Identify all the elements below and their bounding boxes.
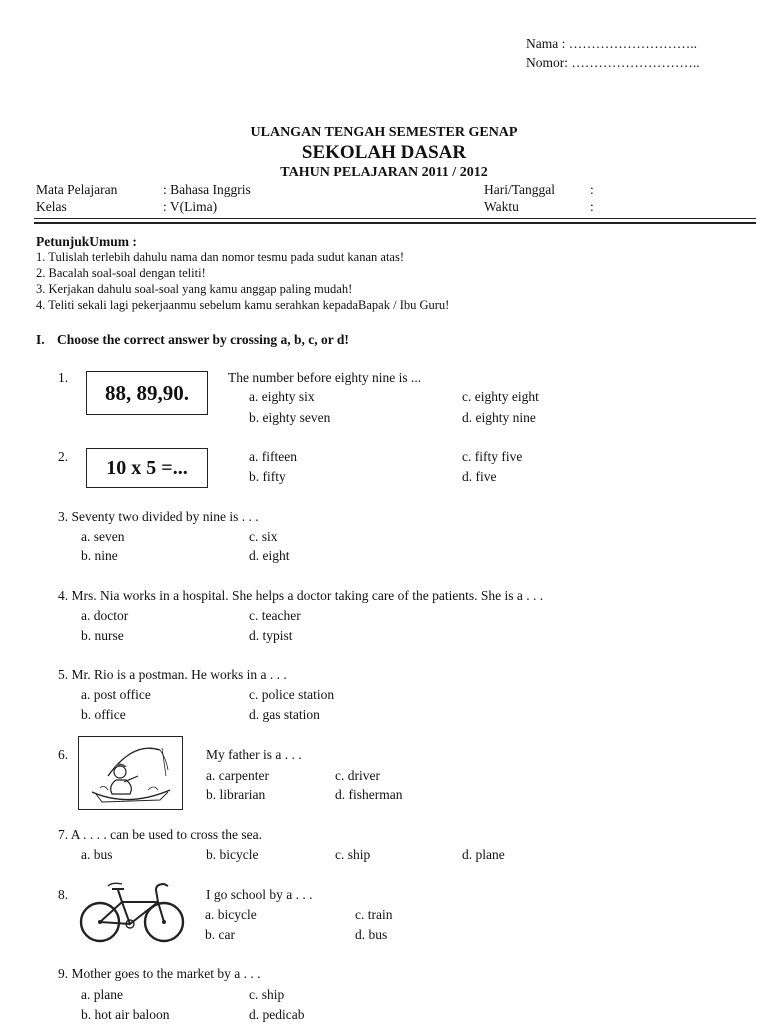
day-date-label: Hari/Tanggal (484, 182, 556, 197)
fisherman-illustration (78, 736, 183, 810)
option-c[interactable]: c. police station (249, 687, 335, 702)
time-label: Waktu (484, 199, 519, 214)
option-d[interactable]: d. eighty nine (462, 410, 536, 425)
number-field-label: Nomor: ……………………….. (526, 55, 700, 70)
option-d[interactable]: d. eight (249, 548, 290, 563)
question-text: 4. Mrs. Nia works in a hospital. She helps a doctor taking care of the patients. She is a . . . (58, 588, 544, 603)
option-b[interactable]: b. office (81, 707, 126, 722)
option-c[interactable]: c. eighty eight (462, 389, 539, 404)
option-a[interactable]: a. seven (81, 529, 125, 544)
option-b[interactable]: b. eighty seven (249, 410, 331, 425)
instruction-item: 2. Bacalah soal-soal dengan teliti! (36, 266, 206, 280)
option-a[interactable]: a. bicycle (205, 907, 257, 922)
option-a[interactable]: a. doctor (81, 608, 129, 623)
question-text: My father is a . . . (206, 747, 302, 762)
instructions-title: PetunjukUmum : (36, 234, 137, 249)
question-number: 2. (58, 449, 69, 464)
question-text: 3. Seventy two divided by nine is . . . (58, 509, 259, 524)
day-date-value: : (590, 182, 594, 197)
bicycle-illustration (78, 878, 186, 944)
school-level-title: SEKOLAH DASAR (301, 142, 467, 163)
option-c[interactable]: c. teacher (249, 608, 301, 623)
option-b[interactable]: b. librarian (206, 787, 266, 802)
exam-title: ULANGAN TENGAH SEMESTER GENAP (250, 125, 518, 140)
option-b[interactable]: b. nine (81, 548, 118, 563)
subject-value: : Bahasa Inggris (163, 182, 251, 197)
option-a[interactable]: a. post office (81, 687, 151, 702)
instruction-item: 1. Tulislah terlebih dahulu nama dan nomor tesmu pada sudut kanan atas! (36, 250, 404, 264)
option-d[interactable]: d. plane (462, 847, 505, 862)
option-b[interactable]: b. fifty (249, 469, 286, 484)
question-text: 5. Mr. Rio is a postman. He works in a . . . (58, 667, 287, 682)
option-c[interactable]: c. fifty five (462, 449, 523, 464)
number-sequence-box: 88, 89,90. (86, 371, 208, 415)
option-c[interactable]: c. ship (249, 987, 285, 1002)
class-value: : V(Lima) (163, 199, 218, 214)
option-d[interactable]: d. gas station (249, 707, 320, 722)
option-c[interactable]: c. six (249, 529, 278, 544)
option-b[interactable]: b. hot air baloon (81, 1007, 170, 1022)
option-c[interactable]: c. train (355, 907, 393, 922)
option-d[interactable]: d. pedicab (249, 1007, 305, 1022)
academic-year: TAHUN PELAJARAN 2011 / 2012 (280, 165, 488, 180)
time-value: : (590, 199, 594, 214)
option-c[interactable]: c. driver (335, 768, 380, 783)
name-field-label: Nama : ……………………….. (526, 36, 697, 51)
math-expression-box: 10 x 5 =... (86, 448, 208, 488)
option-d[interactable]: d. typist (249, 628, 293, 643)
question-number: 1. (58, 370, 69, 385)
question-number: 8. (58, 887, 69, 902)
option-d[interactable]: d. fisherman (335, 787, 403, 802)
question-text: 9. Mother goes to the market by a . . . (58, 966, 261, 981)
instruction-item: 3. Kerjakan dahulu soal-soal yang kamu anggap paling mudah! (36, 282, 353, 296)
question-number: 6. (58, 747, 69, 762)
instruction-item: 4. Teliti sekali lagi pekerjaanmu sebelum kamu serahkan kepadaBapak / Ibu Guru! (36, 298, 450, 312)
option-b[interactable]: b. car (205, 927, 235, 942)
option-b[interactable]: b. bicycle (206, 847, 259, 862)
question-text: 7. A . . . . can be used to cross the sea. (58, 827, 262, 842)
subject-label: Mata Pelajaran (36, 182, 118, 197)
header-divider-bottom (34, 222, 756, 224)
option-a[interactable]: a. bus (81, 847, 113, 862)
option-b[interactable]: b. nurse (81, 628, 124, 643)
option-a[interactable]: a. fifteen (249, 449, 297, 464)
option-a[interactable]: a. carpenter (206, 768, 269, 783)
option-a[interactable]: a. eighty six (249, 389, 315, 404)
question-text: I go school by a . . . (206, 887, 313, 902)
section-number: I. (36, 332, 45, 347)
class-label: Kelas (36, 199, 67, 214)
option-c[interactable]: c. ship (335, 847, 371, 862)
option-d[interactable]: d. bus (355, 927, 388, 942)
option-d[interactable]: d. five (462, 469, 497, 484)
section-title: Choose the correct answer by crossing a, b, c, or d! (57, 332, 349, 347)
option-a[interactable]: a. plane (81, 987, 123, 1002)
header-divider-top (34, 218, 756, 219)
question-text: The number before eighty nine is ... (228, 370, 422, 385)
